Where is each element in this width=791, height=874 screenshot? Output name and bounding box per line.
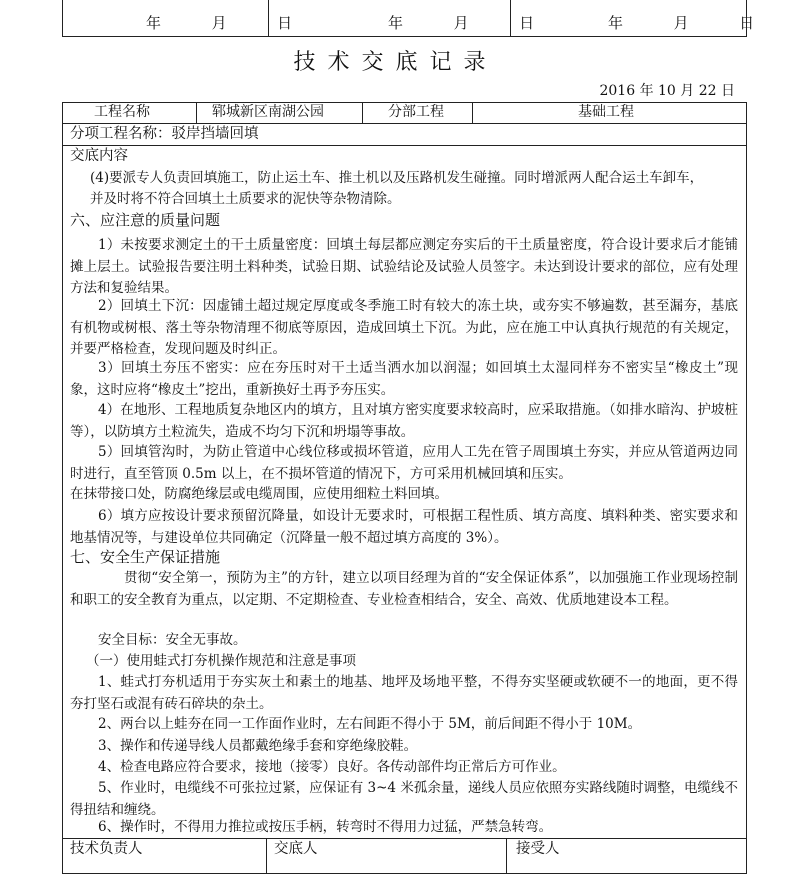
sub1-item-1: 1、蛙式打夯机适用于夯实灰土和素土的地基、地坪及场地平整，不得夯实坚硬或软硬不一的地面，更不得夯打坚石或混有砖石碎块的杂土。 xyxy=(70,674,738,712)
day-label: 日 xyxy=(277,14,294,32)
year-label: 年 xyxy=(608,14,625,32)
section6-title: 六、应注意的质量问题 xyxy=(70,211,221,229)
sec7-intro: 贯彻“安全第一，预防为主”的方针，建立以项目经理为首的“安全保证体系”，以加强施工作业现场控制和职工的安全教育为重点，以定期、不定期检查、专业检查相结合，安全、高效、优质地建设本工程。 xyxy=(70,570,738,608)
sub1-item-2: 2、两台以上蛙夯在同一工作面作业时，左右间距不得小于 5M，前后间距不得小于 10M。 xyxy=(98,716,642,732)
safety-goal: 安全目标：安全无事故。 xyxy=(98,632,247,648)
sec6-item-6: 6）填方应按设计要求预留沉降量，如设计无要求时，可根据工程性质、填方高度、填料种类、密实要求和地基情况等，与建设单位共同确定（沉降量一般不超过填方高度的 3%）。 xyxy=(70,508,738,546)
row1-divider-c xyxy=(472,102,473,123)
month-label: 月 xyxy=(211,14,228,32)
document-date: 2016 年 10 月 22 日 xyxy=(599,83,735,99)
day-label: 日 xyxy=(739,14,756,32)
sec6-item-5: 5）回填管沟时，为防止管道中心线位移或损坏管道，应用人工先在管子周围填土夯实，并应从管道两边同时进行，直至管顶 0.5m 以上，在不损坏管道的情况下，方可采用机械回填和压实。 xyxy=(70,444,738,482)
sub1-item-5: 5、作业时，电缆线不可张拉过紧，应保证有 3~4 米孤余量，递线人员应依照夯实路线随时调整，电缆线不得扭结和缠绕。 xyxy=(70,780,738,818)
division-label: 分部工程 xyxy=(388,104,444,120)
signoff-date-1 xyxy=(146,12,293,33)
item4-line1: (4)要派专人负责回填施工，防止运土车、推土机以及压路机发生碰撞。同时增派两人配合运土车卸车， xyxy=(90,170,704,186)
year-label: 年 xyxy=(388,14,405,32)
division-value: 基础工程 xyxy=(578,104,634,120)
sub1-item-6: 6、操作时，不得用力推拉或按压手柄，转弯时不得用力过猛，严禁急转弯。 xyxy=(98,819,553,835)
sub1-item-4: 4、检查电路应符合要求，接地（接零）良好。各传动部件均正常后方可作业。 xyxy=(98,759,566,775)
footer-divider-1 xyxy=(266,838,267,874)
month-label: 月 xyxy=(673,14,690,32)
table-left-border xyxy=(62,102,63,874)
content-label: 交底内容 xyxy=(70,148,128,164)
signoff-date-2 xyxy=(388,12,535,33)
top-bottom-border xyxy=(62,36,747,37)
year-label: 年 xyxy=(146,14,163,32)
project-name-label: 工程名称 xyxy=(94,104,150,120)
sec6-item-4: 4）在地形、工程地质复杂地区内的填方，且对填方密实度要求较高时，应采取措施。（如排水暗沟、护坡桩等），以防填方土粒流失，造成不均匀下沉和坍塌等事故。 xyxy=(70,402,738,440)
row1-divider-a xyxy=(196,102,197,123)
receiver-label: 接受人 xyxy=(516,841,560,857)
month-label: 月 xyxy=(453,14,470,32)
document-title: 技术交底记录 xyxy=(293,50,498,75)
row2-bottom-border xyxy=(62,145,747,146)
table-right-border xyxy=(746,102,747,874)
top-border-left xyxy=(62,0,63,36)
signoff-date-3 xyxy=(608,12,755,33)
sec6-item-1: 1）未按要求测定土的干土质量密度：回填土每层都应测定夯实后的干土质量密度，符合设计要求后才能铺摊上层土。试验报告要注明土料种类，试验日期、试验结论及试验人员签字。未达到设计要求的部位，应有处理方法和复验结果。 xyxy=(70,237,738,297)
sec6-item-3: 3）回填土夯压不密实：应在夯压时对干土适当洒水加以润湿；如回填土太湿同样夯不密实呈“橡皮土”现象，这时应将“橡皮土”挖出，重新换好土再予夯压实。 xyxy=(70,360,738,398)
footer-divider-2 xyxy=(506,838,507,874)
sec6-item-5b: 在抹带接口处，防腐绝缘层或电缆周围，应使用细粒土料回填。 xyxy=(70,486,448,502)
subdivision-name: 分项工程名称：驳岸挡墙回填 xyxy=(70,126,259,142)
section7-title: 七、安全生产保证措施 xyxy=(70,548,221,566)
row1-divider-b xyxy=(362,102,363,123)
presenter-label: 交底人 xyxy=(274,841,318,857)
project-name-value: 郓城新区南湖公园 xyxy=(212,104,324,120)
sub1-item-3: 3、操作和传递导线人员都戴绝缘手套和穿绝缘胶鞋。 xyxy=(98,738,418,754)
tech-lead-label: 技术负责人 xyxy=(70,841,143,857)
day-label: 日 xyxy=(519,14,536,32)
sub1-title: （一）使用蛙式打夯机操作规范和注意是事项 xyxy=(86,653,356,669)
sec6-item-2: 2）回填土下沉：因虚铺土超过规定厚度或冬季施工时有较大的冻土块，或夯实不够遍数，甚至漏夯，基底有机物或树根、落土等杂物清理不彻底等原因，造成回填土下沉。为此，应在施工中认真执行规范的有关规定，并要严格检查，发现问题及时纠正。 xyxy=(70,298,738,358)
item4-line2: 并及时将不符合回填土土质要求的泥快等杂物清除。 xyxy=(90,191,401,207)
